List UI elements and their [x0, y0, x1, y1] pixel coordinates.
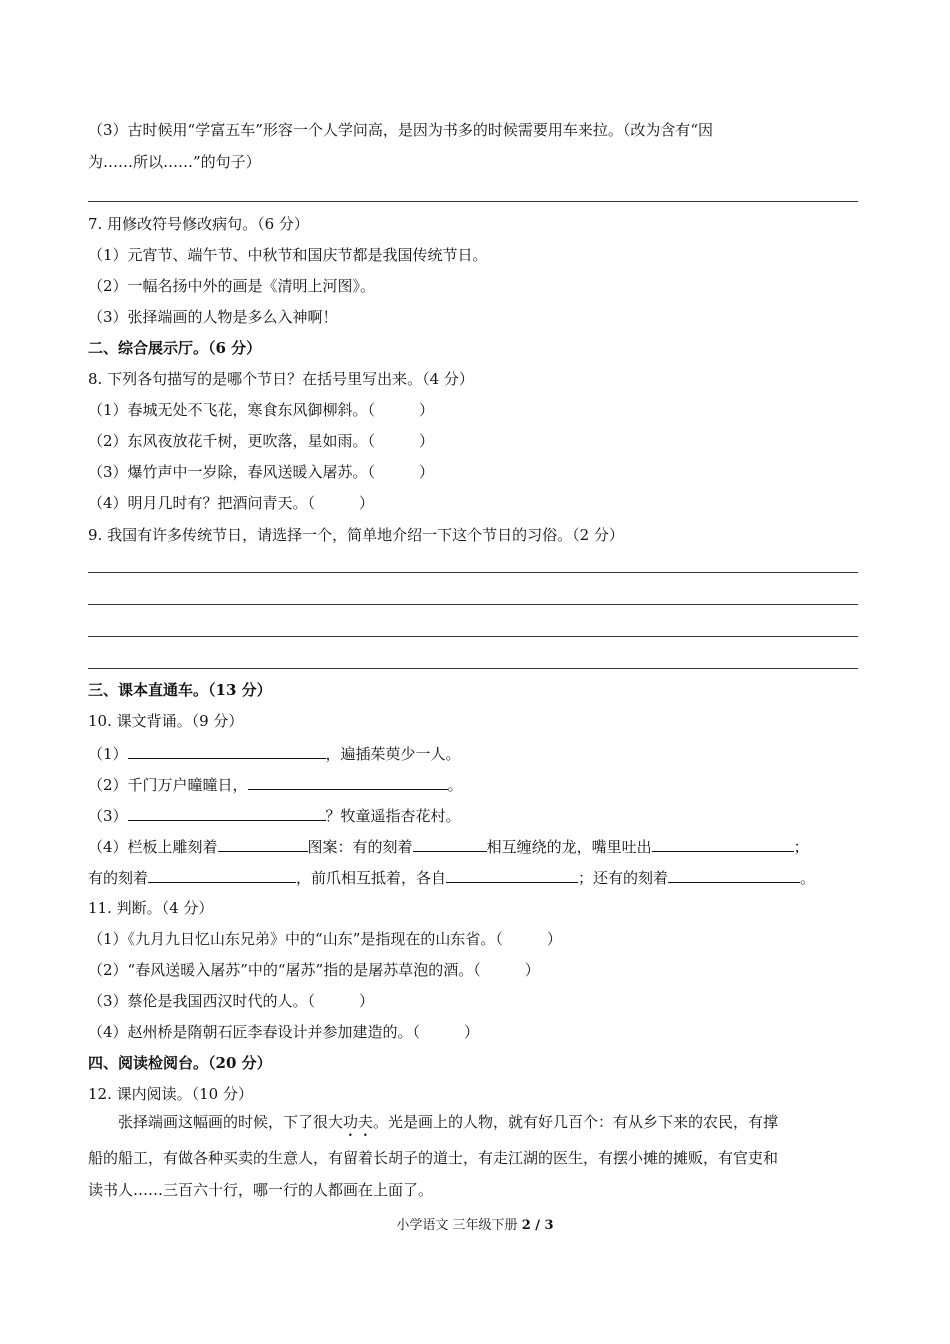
q11-item-2-text: （2）“春风送暖入屠苏”中的“屠苏”指的是屠苏草泡的酒。（ — [88, 961, 481, 979]
q10-item-4-a: （4）栏板上雕刻着 — [88, 838, 218, 856]
q10-item-1-suffix: ，遍插茱萸少一人。 — [325, 745, 461, 763]
q12-passage-line2: 船的船工，有做各种买卖的生意人，有留着长胡子的道士，有走江湖的医生，有摆小摊的摊贩，有官吏和 — [88, 1149, 779, 1167]
q12-p1-emphasis: 功夫 — [343, 1113, 374, 1131]
q10-item-4-f: ，前爪相互抵着，各自 — [296, 869, 447, 887]
q6-3-line2: 为……所以……”的句子） — [88, 153, 261, 171]
fill-blank[interactable] — [652, 835, 794, 852]
q10-item-4-b: 图案：有的刻着 — [307, 838, 413, 856]
q10-title: 10. 课文背诵。（9 分） — [88, 712, 244, 730]
answer-line[interactable] — [88, 668, 858, 669]
q10-item-4-e: 有的刻着 — [88, 869, 149, 887]
q11-item-4-text: （4）赵州桥是隋朝石匠李春设计并参加建造的。（ — [88, 1023, 421, 1041]
paren-close: ） — [359, 992, 375, 1010]
fill-blank[interactable] — [668, 866, 800, 883]
paren-close: ） — [359, 494, 375, 512]
q11-item-2 — [88, 959, 540, 981]
section-4-title: 四、阅读检阅台。（20 分） — [88, 1054, 272, 1072]
q10-item-3-suffix: ？牧童遥指杏花村。 — [325, 807, 461, 825]
q10-item-2 — [88, 773, 463, 796]
q7-item-3: （3）张择端画的人物是多么入神啊！ — [88, 308, 338, 326]
answer-line[interactable] — [88, 636, 858, 637]
paren-close: ） — [419, 401, 435, 419]
q10-item-2-suffix: 。 — [447, 776, 463, 794]
q7-title: 7. 用修改符号修改病句。（6 分） — [88, 215, 309, 233]
q10-item-1 — [88, 742, 461, 765]
paren-close: ） — [419, 463, 435, 481]
q11-item-4 — [88, 1021, 479, 1043]
q11-item-1 — [88, 928, 562, 950]
q8-item-3 — [88, 461, 434, 483]
q12-p1-a: 张择端画这幅画的时候，下了很大 — [118, 1113, 344, 1131]
q12-passage-line1 — [118, 1111, 778, 1140]
paren-close: ） — [524, 961, 540, 979]
fill-blank[interactable] — [413, 835, 487, 852]
paren-close: ） — [464, 1023, 480, 1041]
fill-blank[interactable] — [128, 742, 326, 759]
q10-item-4-d: ； — [793, 838, 809, 856]
q7-item-2: （2）一幅名扬中外的画是《清明上河图》。 — [88, 277, 376, 295]
q6-3-line1: （3）古时候用“学富五车”形容一个人学问高，是因为书多的时候需要用车来拉。（改为含有“因 — [88, 121, 714, 139]
q8-item-2-text: （2）东风夜放花千树，更吹落，星如雨。（ — [88, 432, 376, 450]
q11-item-3-text: （3）蔡伦是我国西汉时代的人。（ — [88, 992, 316, 1010]
fill-blank[interactable] — [446, 866, 578, 883]
fill-blank[interactable] — [218, 835, 308, 852]
q8-item-2 — [88, 430, 434, 452]
q10-item-1-prefix: （1） — [88, 745, 128, 763]
q12-passage-line3: 读书人……三百六十行，哪一行的人都画在上面了。 — [88, 1181, 434, 1199]
footer-text: 小学语文 三年级下册 — [396, 1218, 522, 1233]
q11-item-1-text: （1）《九月九日忆山东兄弟》中的“山东”是指现在的山东省。（ — [88, 930, 503, 948]
q10-item-4-line2 — [88, 866, 815, 889]
q8-item-3-text: （3）爆竹声中一岁除，春风送暖入屠苏。（ — [88, 463, 376, 481]
page-number: 2 / 3 — [521, 1218, 554, 1233]
q9-title: 9. 我国有许多传统节日，请选择一个，简单地介绍一下这个节日的习俗。（2 分） — [88, 526, 624, 544]
q7-item-1: （1）元宵节、端午节、中秋节和国庆节都是我国传统节日。 — [88, 246, 488, 264]
q8-title: 8. 下列各句描写的是哪个节日？在括号里写出来。（4 分） — [88, 370, 474, 388]
answer-line[interactable] — [88, 572, 858, 573]
q8-item-4 — [88, 492, 374, 514]
paren-close: ） — [419, 432, 435, 450]
fill-blank[interactable] — [148, 866, 296, 883]
section-3-title: 三、课本直通车。（13 分） — [88, 681, 272, 699]
answer-line[interactable] — [88, 201, 858, 202]
q8-item-1 — [88, 399, 434, 421]
q11-title: 11. 判断。（4 分） — [88, 899, 214, 917]
fill-blank[interactable] — [128, 804, 326, 821]
q10-item-4-c: 相互缠绕的龙，嘴里吐出 — [486, 838, 652, 856]
q10-item-4-h: 。 — [800, 869, 816, 887]
paren-close: ） — [546, 930, 562, 948]
q10-item-4-line1 — [88, 835, 809, 858]
q12-title: 12. 课内阅读。（10 分） — [88, 1085, 253, 1103]
q8-item-1-text: （1）春城无处不飞花，寒食东风御柳斜。（ — [88, 401, 376, 419]
q10-item-3-prefix: （3） — [88, 807, 128, 825]
answer-line[interactable] — [88, 604, 858, 605]
q10-item-3 — [88, 804, 461, 827]
q12-p1-b: 。光是画上的人物，就有好几百个：有从乡下来的农民，有撑 — [373, 1113, 779, 1131]
q10-item-4-g: ；还有的刻着 — [578, 869, 669, 887]
page-footer — [0, 1214, 950, 1233]
fill-blank[interactable] — [248, 773, 448, 790]
q11-item-3 — [88, 990, 374, 1012]
section-2-title: 二、综合展示厅。（6 分） — [88, 339, 262, 357]
q10-item-2-prefix: （2）千门万户曈曈日， — [88, 776, 248, 794]
q8-item-4-text: （4）明月几时有？把酒问青天。（ — [88, 494, 316, 512]
